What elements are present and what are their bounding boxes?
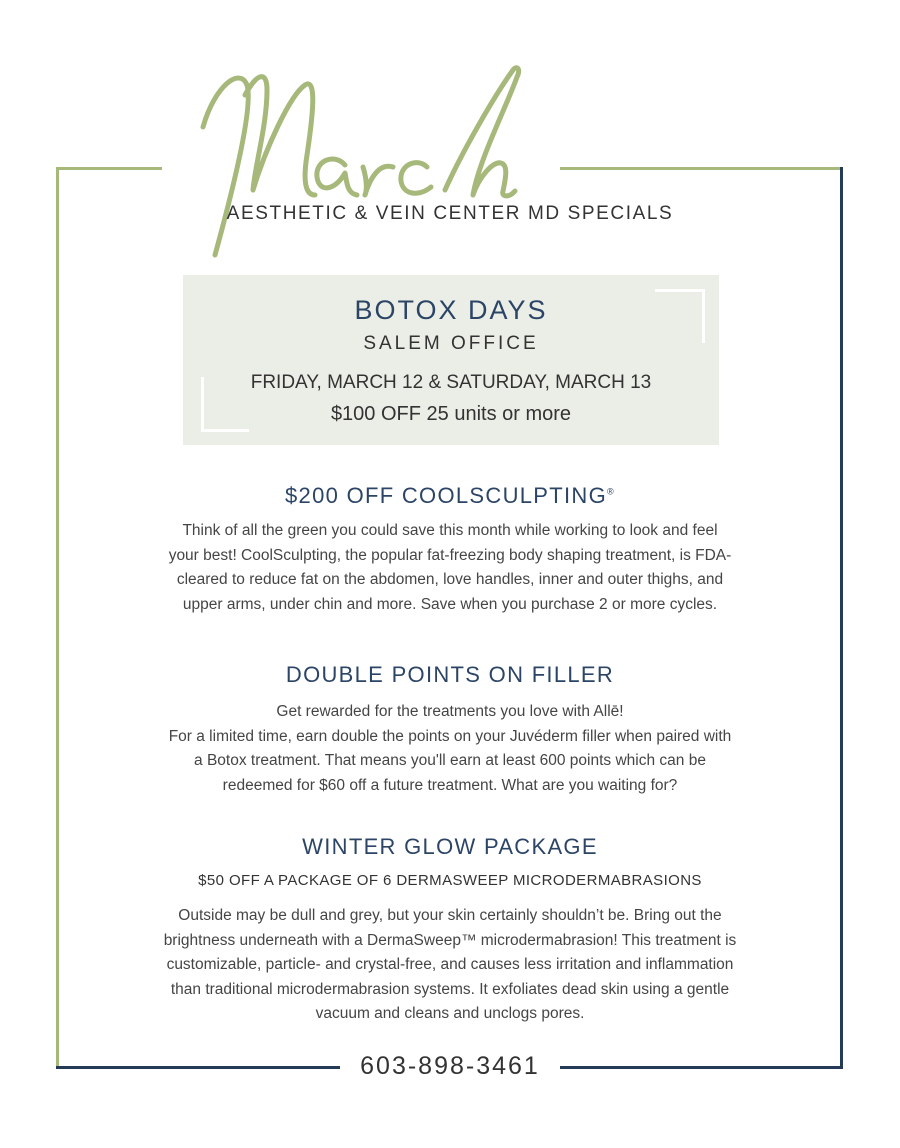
frame-right-line [840,167,843,1069]
frame-left-line [56,167,59,1067]
botox-title: BOTOX DAYS [354,295,548,325]
body-line: Think of all the green you could save this month while working to look and feel [182,522,718,539]
double-points-title: DOUBLE POINTS ON FILLER [285,662,615,687]
coolsculpting-title [100,483,800,509]
body-line: brightness underneath with a DermaSweep™ microdermabrasion! This treatment is [163,931,737,949]
winter-glow-subtitle: $50 OFF A PACKAGE OF 6 DERMASWEEP MICRODERMABRASIONS [198,872,702,889]
registered-mark: ® [607,486,615,497]
frame-top-right-line [560,167,842,170]
body-line: Get rewarded for the treatments you love with Allē! [276,703,624,720]
body-line: cleared to reduce fat on the abdomen, love handles, inner and outer thighs, and [176,571,724,588]
frame-top-left-line [56,167,162,170]
body-line: than traditional microdermabrasion systems. It exfoliates dead skin using a gentle [170,980,730,998]
coolsculpting-title-text: $200 OFF COOLSCULPTING [285,483,608,508]
body-line: upper arms, under chin and more. Save when you purchase 2 or more cycles. [182,595,718,613]
march-script-lettering [195,55,555,265]
body-line: Outside may be dull and grey, but your skin certainly shouldn’t be. Bring out the [178,907,722,924]
subtitle: AESTHETIC & VEIN CENTER MD SPECIALS [226,203,674,224]
coolsculpting-body [130,519,770,617]
corner-decoration [655,289,705,292]
botox-office: SALEM OFFICE [363,333,539,354]
phone-number[interactable]: 603-898-3461 [360,1052,540,1080]
botox-days-box [183,275,719,445]
body-line: For a limited time, earn double the points on your Juvéderm filler when paired with [168,727,732,745]
botox-dates: FRIDAY, MARCH 12 & SATURDAY, MARCH 13 [250,372,652,393]
double-points-body [130,700,770,798]
body-line: a Botox treatment. That means you'll earn at least 600 points which can be [194,752,706,769]
frame-bottom-left-line [56,1066,340,1069]
winter-glow-title: WINTER GLOW PACKAGE [302,834,598,859]
body-line: vacuum and cleans and unclogs pores. [315,1005,585,1022]
body-line: customizable, particle- and crystal-free, and causes less irritation and inflammation [166,956,734,973]
corner-decoration [201,429,249,432]
frame-bottom-right-line [560,1066,843,1069]
winter-glow-body [130,904,770,1027]
march-script-title [195,55,555,265]
botox-offer: $100 OFF 25 units or more [330,403,572,425]
body-line: your best! CoolSculpting, the popular fat-freezing body shaping treatment, is FDA- [168,546,732,564]
body-line: redeemed for $60 off a future treatment. What are you waiting for? [222,776,678,794]
